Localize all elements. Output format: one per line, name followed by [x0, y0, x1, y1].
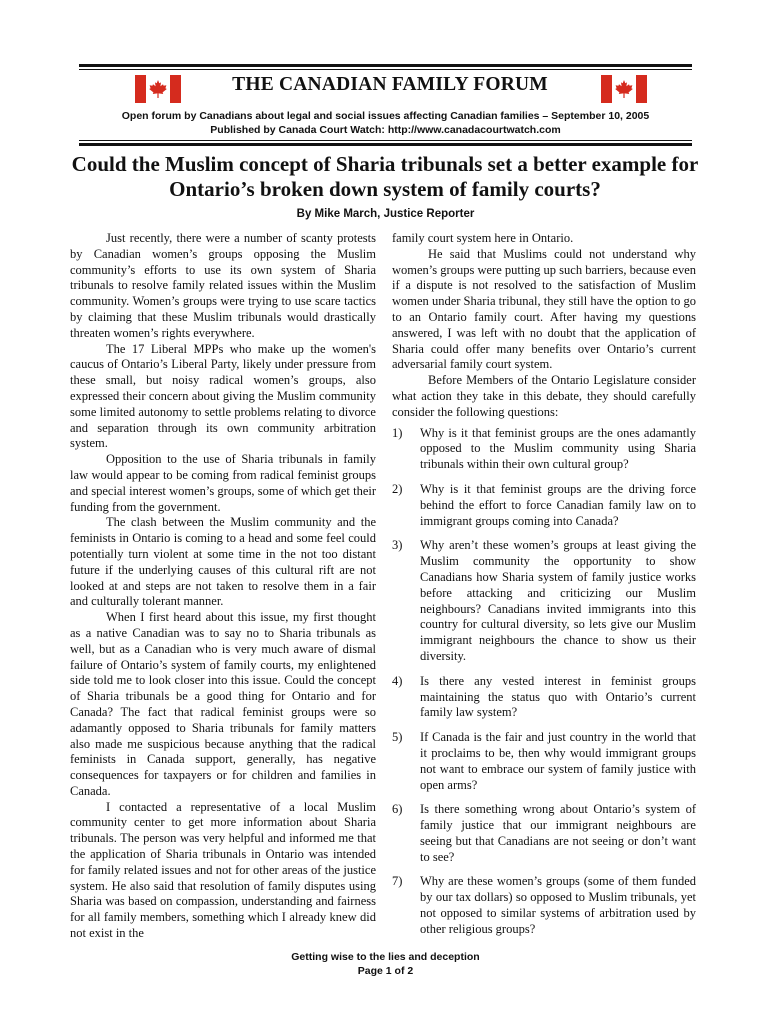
questions-list [392, 426, 696, 938]
list-item-number: 5) [392, 730, 403, 745]
list-item [392, 538, 696, 664]
footer-slogan: Getting wise to the lies and deception [291, 951, 480, 963]
article-byline: By Mike March, Justice Reporter [296, 208, 475, 220]
paragraph: I contacted a representative of a local Muslim community center to get more information about Sharia tribunals. The person was very helpful and informed me that the application of Sharia tribunals in Ontario was intended for family related issues and not for other areas of the justice system. He also said that resolution of family disputes using Sharia was based on compassion, understanding and fairness for all family members, something which I already knew did not exist in the [70, 799, 376, 941]
paragraph: Opposition to the use of Sharia tribunals in family law would appear to be coming from radical feminist groups and special interest women’s groups, some of which get their funding from the government. [70, 452, 376, 514]
list-item-number: 3) [392, 538, 403, 553]
list-item-number: 4) [392, 673, 403, 688]
list-item [392, 802, 696, 865]
list-item [392, 482, 696, 529]
top-rule-thick [79, 64, 692, 67]
headline-line-1: Could the Muslim concept of Sharia tribunals set a better example for [71, 152, 699, 176]
list-item-text: Is there any vested interest in feminist groups maintaining the status quo with Ontario’s current family law system? [420, 673, 696, 720]
canadian-flag-icon [601, 75, 647, 103]
maple-leaf-icon [614, 79, 634, 99]
left-column [70, 231, 376, 942]
paragraph: When I first heard about this issue, my first thought as a native Canadian was to say no to Sharia tribunals as well, but as a Canadian who is very much aware of dismal failure of Ontario’s system of family courts, my enlightened side told me to look closer into this issue. Could the concept of Sharia tribunals be a good thing for Ontario and for Canada? The fact that radical feminist groups were so adamantly opposed to Sharia tribunals for family matters also made me suspicious because anything that the radical feminists in Canada support, generally, has negative consequences for taxpayers or for children and families in Canada. [70, 610, 376, 798]
right-column [392, 231, 696, 947]
paragraph: Just recently, there were a number of scanty protests by Canadian women’s groups opposing the Muslim community’s efforts to use its own system of Sharia tribunals to resolve family related issues within the Muslim community. Women’s groups were trying to use scare tactics by claiming that these Muslim tribunals would drastically threaten women’s rights everywhere. [70, 231, 376, 340]
list-item [392, 730, 696, 793]
list-item-number: 1) [392, 425, 403, 440]
list-item-text: Why is it that feminist groups are the driving force behind the effort to force Canadian family law on to immigrant groups coming into Canada? [420, 481, 696, 528]
list-item-text: Why are these women’s groups (some of them funded by our tax dollars) so opposed to Muslim tribunals, yet not opposed to similar systems of arbitration used by other religious groups? [420, 874, 696, 936]
headline-line-2: Ontario’s broken down system of family courts? [169, 177, 601, 201]
list-item-number: 2) [392, 481, 403, 496]
list-item [392, 674, 696, 721]
maple-leaf-icon [148, 79, 168, 99]
list-item-text: Why is it that feminist groups are the ones adamantly opposed to the Muslim community using Sharia tribunals within their own cultural group? [420, 425, 696, 472]
page-number: Page 1 of 2 [357, 965, 414, 977]
masthead-tagline [79, 109, 692, 137]
paragraph: He said that Muslims could not understand why women’s groups were putting up such barriers, because even if a dispute is not resolved to the satisfaction of Muslim women under Sharia tribunal, they still have the option to go to an Ontario family court. After having my questions answered, I was left with no doubt that the application of Sharia could offer many benefits over Ontario’s current adversarial family court system. [392, 246, 696, 372]
list-item-text: If Canada is the fair and just country in the world that it proclaims to be, then why would immigrant groups not want to embrace our system of family justice with open arms? [420, 730, 696, 792]
paragraph: Before Members of the Ontario Legislature consider what action they take in this debate, they should carefully consider the following questions: [392, 373, 696, 419]
paragraph-continuation: family court system here in Ontario. [392, 231, 574, 245]
article-headline [60, 152, 710, 202]
page-footer [79, 950, 692, 978]
paragraph: The 17 Liberal MPPs who make up the women's caucus of Ontario’s Liberal Party, likely under pressure from these small, but noisy radical women’s groups, also expressed their concern about giving the Muslim community some limited autonomy to settle problems relating to divorce and separation through its own community arbitration system. [70, 341, 376, 451]
list-item-text: Is there something wrong about Ontario’s system of family justice that our immigrant neighbours are seeing but that Canadians are not seeing or don’t want to see? [420, 802, 696, 864]
list-item-text: Why aren’t these women’s groups at least giving the Muslim community the opportunity to show Canadians how Sharia system of family justice works before attacking and criticizing our Muslim neighbours? Canadians invited immigrants into this country for cultural diversity, so lets give our Muslim immigrant neighbours the chance to show us their diversity. [420, 538, 696, 663]
tagline-line-1: Open forum by Canadians about legal and social issues affecting Canadian families – September 10, 2005 [121, 110, 650, 122]
list-item-number: 6) [392, 802, 403, 817]
list-item [392, 426, 696, 473]
paragraph: The clash between the Muslim community and the feminists in Ontario is coming to a head and some feel could potentially turn violent at some time in the not too distant future if the underlying causes of this cultural rift are not looked at and steps are not taken to resolve them in a fair and culturally tolerant manner. [70, 515, 376, 609]
canadian-flag-icon [135, 75, 181, 103]
masthead-title: THE CANADIAN FAMILY FORUM [232, 74, 548, 95]
bottom-rule-thin [79, 140, 692, 141]
top-rule-thin [79, 69, 692, 70]
list-item [392, 874, 696, 937]
bottom-rule-thick [79, 143, 692, 146]
tagline-line-2: Published by Canada Court Watch: http://www.canadacourtwatch.com [210, 124, 561, 136]
list-item-number: 7) [392, 874, 403, 889]
